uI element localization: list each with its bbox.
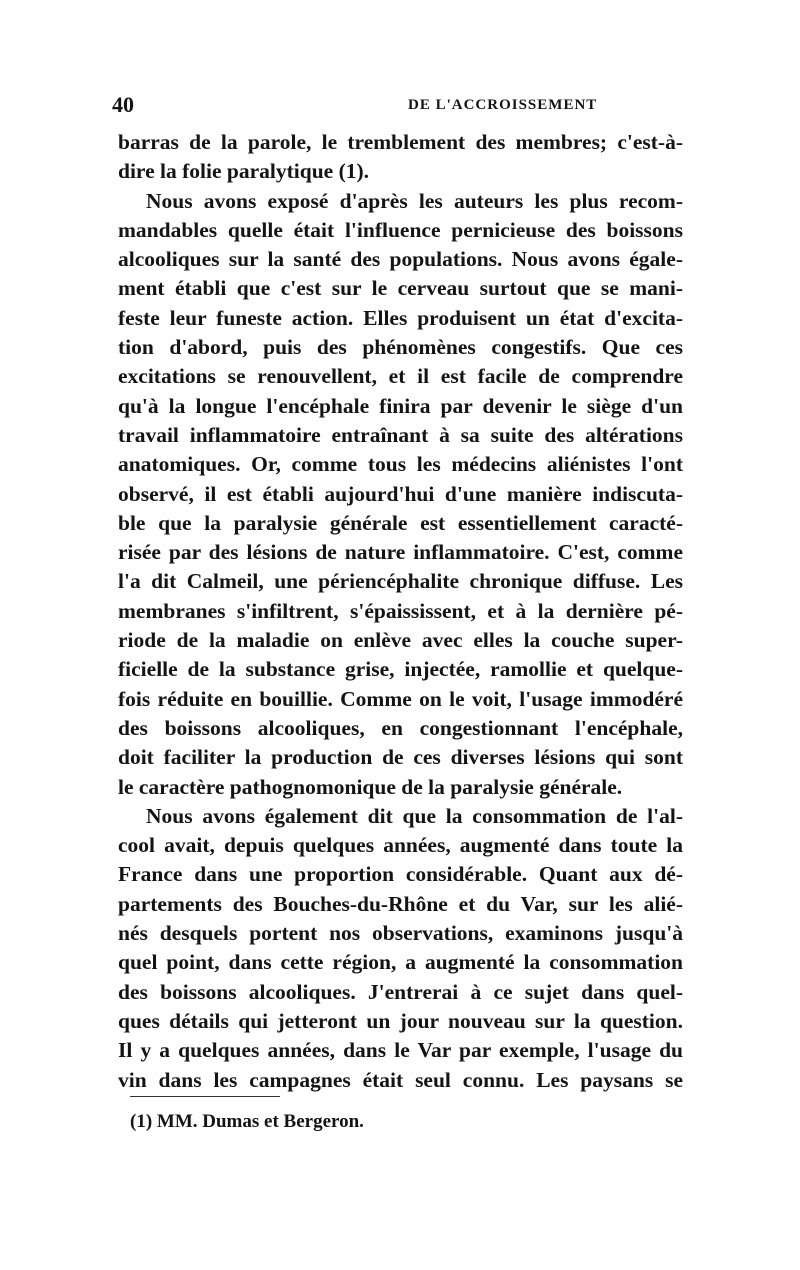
text-line: mandables quelle était l'influence pernicieuse des boissons: [118, 217, 683, 242]
text-line: risée par des lésions de nature inflammatoire. C'est, comme: [118, 540, 683, 565]
text-line: vin dans les campagnes était seul connu. Les paysans se: [118, 1067, 683, 1092]
text-line: dire la folie paralytique (1).: [118, 159, 370, 184]
text-line: Nous avons exposé d'après les auteurs les plus recom-: [146, 188, 683, 213]
text-line: Nous avons également dit que la consommation de l'al-: [146, 803, 683, 828]
text-line: membranes s'infiltrent, s'épaississent, et à la dernière pé-: [118, 598, 683, 623]
text-line: ques détails qui jetteront un jour nouveau sur la question.: [118, 1008, 683, 1033]
footnote: (1) MM. Dumas et Bergeron.: [130, 1111, 364, 1132]
text-line: ble que la paralysie générale est essentiellement caracté-: [118, 510, 683, 535]
text-line: France dans une proportion considérable. Quant aux dé-: [118, 862, 683, 887]
text-line: tion d'abord, puis des phénomènes congestifs. Que ces: [118, 335, 683, 360]
page-number: 40: [112, 92, 134, 117]
text-line: travail inflammatoire entraînant à sa suite des altérations: [118, 422, 683, 447]
text-line: observé, il est établi aujourd'hui d'une manière indiscuta-: [118, 481, 683, 506]
text-line: fois réduite en bouillie. Comme on le voit, l'usage immodéré: [118, 686, 683, 711]
text-line: qu'à la longue l'encéphale finira par devenir le siège d'un: [118, 393, 683, 418]
text-line: alcooliques sur la santé des populations. Nous avons égale-: [118, 247, 683, 272]
text-line: partements des Bouches-du-Rhône et du Var, sur les alié-: [118, 891, 683, 916]
text-line: cool avait, depuis quelques années, augmenté dans toute la: [118, 833, 683, 858]
text-line: feste leur funeste action. Elles produisent un état d'excita-: [118, 305, 683, 330]
body-text: [118, 128, 683, 1095]
text-line: l'a dit Calmeil, une périencéphalite chronique diffuse. Les: [118, 569, 683, 594]
text-line: barras de la parole, le tremblement des membres; c'est-à-: [118, 130, 683, 154]
text-line: quel point, dans cette région, a augmenté la consommation: [118, 950, 683, 975]
text-line: excitations se renouvellent, et il est facile de comprendre: [118, 364, 683, 389]
page-header: [112, 90, 682, 120]
text-line: riode de la maladie on enlève avec elles la couche super-: [118, 628, 683, 653]
text-line: doit faciliter la production de ces diverses lésions qui sont: [118, 745, 683, 770]
text-line: ment établi que c'est sur le cerveau surtout que se mani-: [118, 276, 683, 301]
text-line: Il y a quelques années, dans le Var par exemple, l'usage du: [118, 1038, 683, 1063]
text-line: des boissons alcooliques, en congestionnant l'encéphale,: [118, 715, 683, 740]
text-line: des boissons alcooliques. J'entrerai à ce sujet dans quel-: [118, 979, 683, 1004]
text-line: anatomiques. Or, comme tous les médecins aliénistes l'ont: [118, 452, 683, 477]
running-title: DE L'ACCROISSEMENT: [408, 97, 598, 113]
footnote-divider: [130, 1096, 280, 1097]
text-line: le caractère pathognomonique de la paralysie générale.: [118, 774, 623, 799]
text-line: nés desquels portent nos observations, examinons jusqu'à: [118, 921, 683, 946]
text-line: ficielle de la substance grise, injectée, ramollie et quelque-: [118, 657, 683, 682]
